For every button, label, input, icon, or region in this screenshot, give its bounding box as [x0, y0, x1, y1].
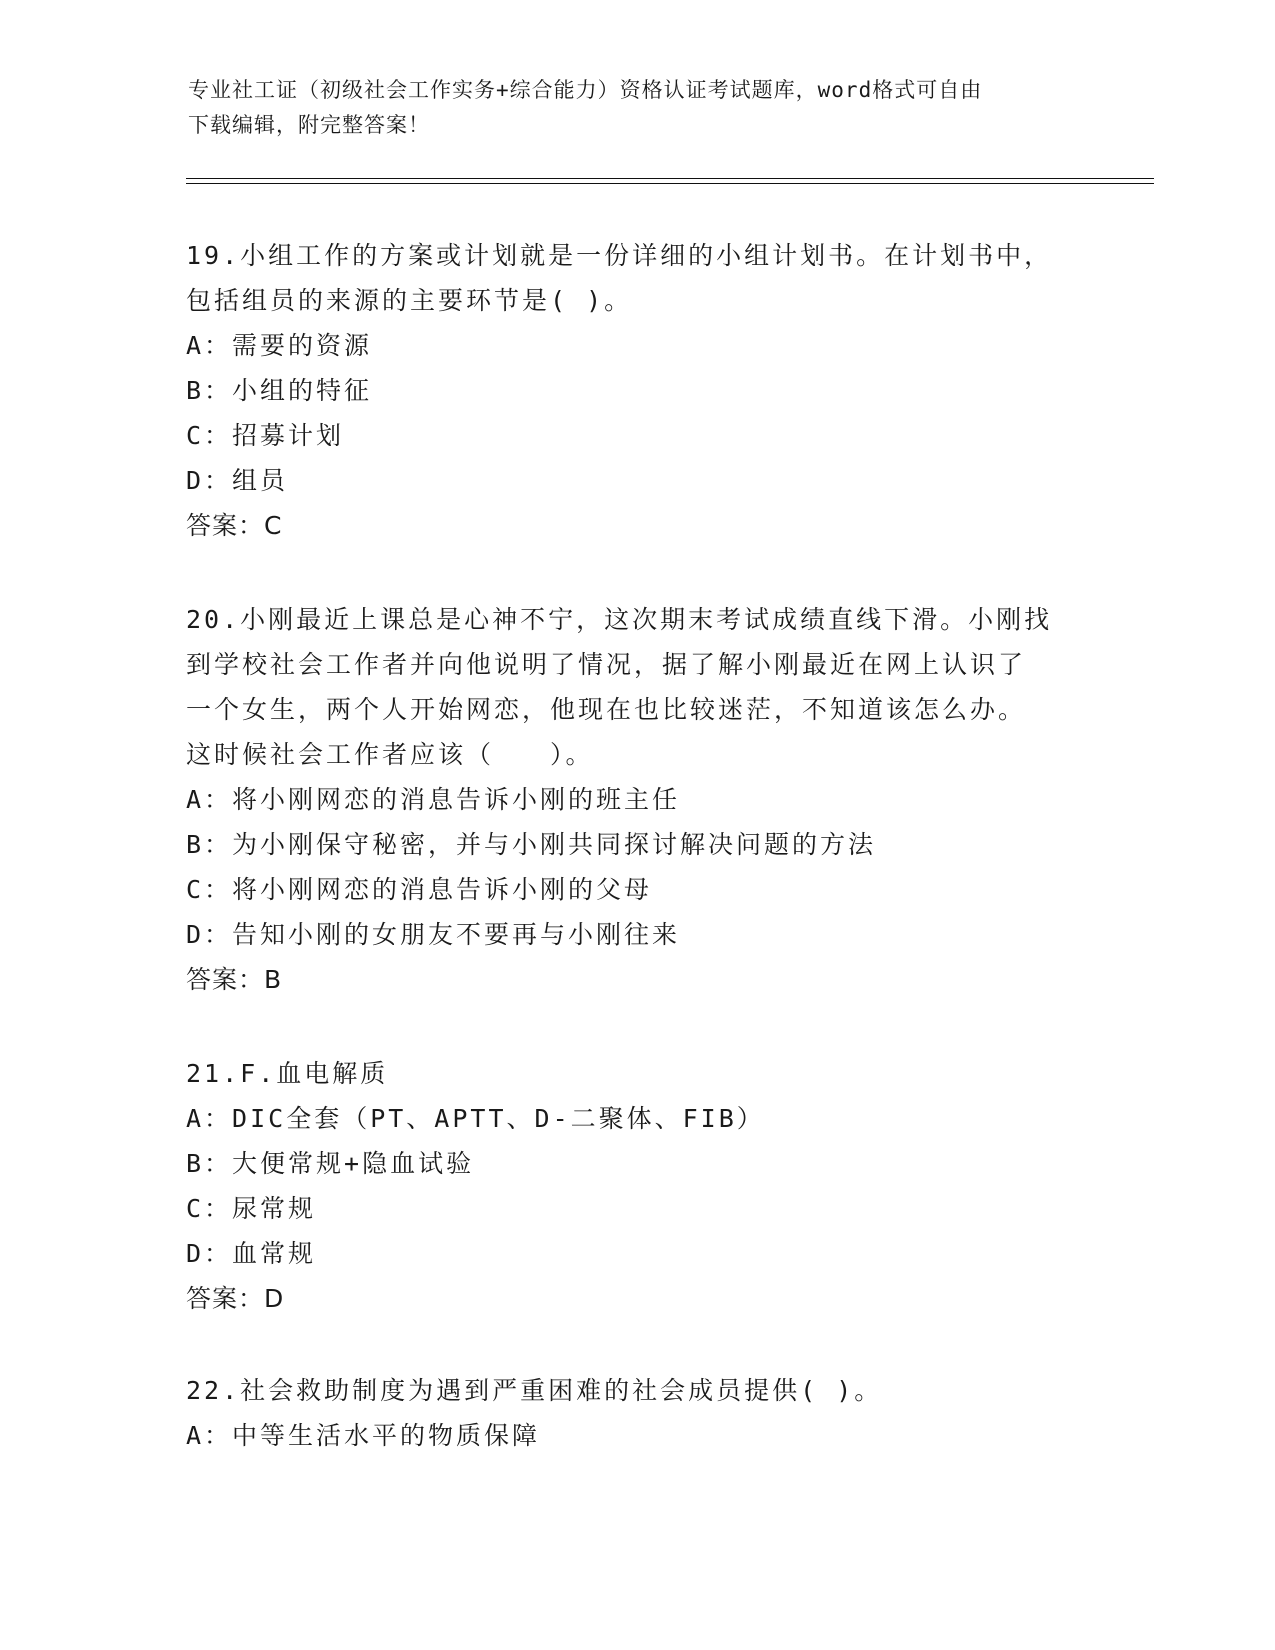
answer-line: 答案：B: [186, 965, 283, 994]
option-b: B：小组的特征: [186, 376, 373, 405]
question-stem-line: 包括组员的来源的主要环节是( )。: [186, 286, 633, 315]
header-divider-bottom: [186, 183, 1154, 184]
option-b: B：为小刚保守秘密，并与小刚共同探讨解决问题的方法: [186, 830, 877, 859]
option-a: A：需要的资源: [186, 331, 373, 360]
question-stem-line: 22.社会救助制度为遇到严重困难的社会成员提供( )。: [186, 1376, 883, 1405]
option-c: C：尿常规: [186, 1194, 317, 1223]
question-22: [186, 1368, 1086, 1458]
option-c: C：招募计划: [186, 421, 345, 450]
option-c: C：将小刚网恋的消息告诉小刚的父母: [186, 875, 653, 904]
document-header: [188, 73, 1088, 143]
answer-line: 答案：C: [186, 511, 283, 540]
header-line-1: 专业社工证（初级社会工作实务+综合能力）资格认证考试题库，word格式可自由: [188, 78, 983, 102]
option-b: B：大便常规+隐血试验: [186, 1149, 475, 1178]
option-d: D：组员: [186, 466, 289, 495]
question-21: [186, 1051, 1086, 1321]
header-line-2: 下载编辑，附完整答案！: [188, 113, 430, 137]
header-divider-top: [186, 178, 1154, 179]
question-20: [186, 597, 1086, 1002]
question-stem-line: 21.F.血电解质: [186, 1059, 389, 1088]
option-a: A：中等生活水平的物质保障: [186, 1421, 541, 1450]
question-stem-line: 这时候社会工作者应该（ ）。: [186, 740, 594, 769]
option-a: A：DIC全套（PT、APTT、D-二聚体、FIB）: [186, 1104, 765, 1133]
option-a: A：将小刚网恋的消息告诉小刚的班主任: [186, 785, 681, 814]
question-19: [186, 233, 1086, 548]
question-stem-line: 到学校社会工作者并向他说明了情况，据了解小刚最近在网上认识了: [186, 650, 1027, 679]
option-d: D：血常规: [186, 1239, 317, 1268]
question-stem-line: 19.小组工作的方案或计划就是一份详细的小组计划书。在计划书中，: [186, 241, 1053, 270]
answer-line: 答案：D: [186, 1284, 285, 1313]
question-stem-line: 20.小刚最近上课总是心神不宁，这次期末考试成绩直线下滑。小刚找: [186, 605, 1053, 634]
question-stem-line: 一个女生，两个人开始网恋，他现在也比较迷茫，不知道该怎么办。: [186, 695, 1027, 724]
option-d: D：告知小刚的女朋友不要再与小刚往来: [186, 920, 681, 949]
